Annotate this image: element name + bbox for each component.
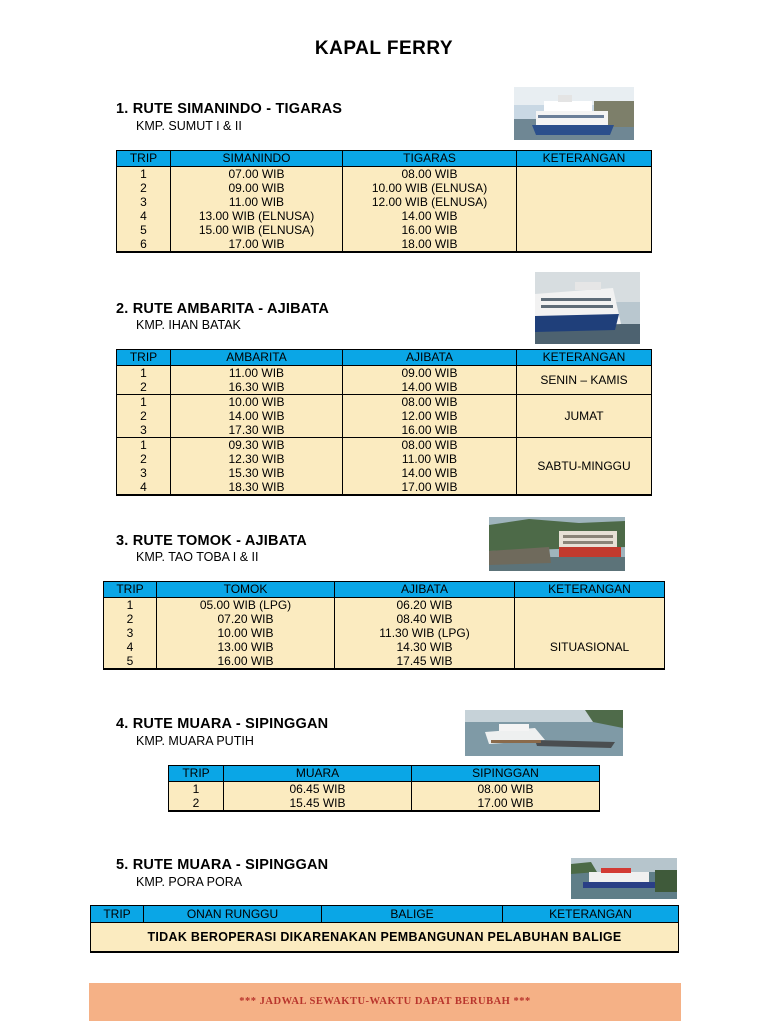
col-header-destination: AJIBATA — [343, 350, 517, 366]
route-2-heading: 2. RUTE AMBARITA - AJIBATA — [116, 301, 330, 317]
col-header-origin: SIMANINDO — [171, 151, 343, 167]
col-header-trip: TRIP — [91, 906, 144, 923]
return-cell: 11.00 WIB — [343, 452, 517, 466]
notes-cell: SABTU-MINGGU — [517, 438, 652, 496]
trip-cell: 1 — [117, 438, 171, 453]
departure-cell: 15.00 WIB (ELNUSA) — [171, 223, 343, 237]
service-suspended-message: TIDAK BEROPERASI DIKARENAKAN PEMBANGUNAN PELABUHAN BALIGE — [91, 923, 679, 953]
col-header-notes: KETERANGAN — [517, 350, 652, 366]
page-title: KAPAL FERRY — [314, 38, 454, 59]
trip-cell: 2 — [117, 380, 171, 395]
trip-cell: 1 — [117, 395, 171, 410]
route-1-heading: 1. RUTE SIMANINDO - TIGARAS — [116, 101, 343, 117]
table-row — [117, 209, 652, 223]
table-row — [117, 395, 652, 410]
return-cell: 06.20 WIB — [335, 598, 515, 613]
notes-cell — [517, 181, 652, 195]
trip-cell: 2 — [104, 612, 157, 626]
notes-cell — [515, 626, 665, 640]
col-header-notes: KETERANGAN — [503, 906, 679, 923]
table-row — [117, 237, 652, 252]
return-cell: 14.30 WIB — [335, 640, 515, 654]
col-header-notes: KETERANGAN — [515, 582, 665, 598]
departure-cell: 18.30 WIB — [171, 480, 343, 495]
departure-cell: 09.30 WIB — [171, 438, 343, 453]
ferry-photo-2 — [535, 272, 640, 344]
route-1-vessel: KMP. SUMUT I & II — [136, 119, 242, 133]
ferry-photo-4 — [465, 710, 623, 756]
table-row — [104, 612, 665, 626]
trip-cell: 2 — [117, 409, 171, 423]
notes-cell — [517, 237, 652, 252]
departure-cell: 16.30 WIB — [171, 380, 343, 395]
col-header-trip: TRIP — [169, 766, 224, 782]
route-2-vessel: KMP. IHAN BATAK — [136, 318, 241, 332]
notes-cell — [517, 195, 652, 209]
trip-cell: 4 — [117, 480, 171, 495]
route-3-vessel: KMP. TAO TOBA I & II — [136, 550, 259, 564]
table-row — [104, 654, 665, 669]
notes-cell — [515, 654, 665, 669]
trip-cell: 4 — [104, 640, 157, 654]
departure-cell: 05.00 WIB (LPG) — [157, 598, 335, 613]
departure-cell: 07.00 WIB — [171, 167, 343, 182]
return-cell: 12.00 WIB (ELNUSA) — [343, 195, 517, 209]
trip-cell: 3 — [117, 195, 171, 209]
departure-cell: 09.00 WIB — [171, 181, 343, 195]
table-row — [169, 782, 600, 797]
departure-cell: 13.00 WIB (ELNUSA) — [171, 209, 343, 223]
ferry-photo-5 — [571, 858, 677, 899]
col-header-destination: SIPINGGAN — [412, 766, 600, 782]
trip-cell: 5 — [104, 654, 157, 669]
departure-cell: 15.45 WIB — [224, 796, 412, 811]
departure-cell: 11.00 WIB — [171, 195, 343, 209]
table-row — [104, 640, 665, 654]
route-5-heading: 5. RUTE MUARA - SIPINGGAN — [116, 857, 329, 873]
notes-cell: JUMAT — [517, 395, 652, 438]
table-row — [117, 181, 652, 195]
departure-cell: 10.00 WIB — [171, 395, 343, 410]
notes-cell: SENIN – KAMIS — [517, 366, 652, 395]
route-5-vessel: KMP. PORA PORA — [136, 875, 243, 889]
return-cell: 08.00 WIB — [412, 782, 600, 797]
return-cell: 14.00 WIB — [343, 466, 517, 480]
col-header-origin: MUARA — [224, 766, 412, 782]
route-4-heading: 4. RUTE MUARA - SIPINGGAN — [116, 716, 329, 732]
departure-cell: 11.00 WIB — [171, 366, 343, 381]
trip-cell: 1 — [117, 167, 171, 182]
trip-cell: 3 — [117, 466, 171, 480]
departure-cell: 14.00 WIB — [171, 409, 343, 423]
return-cell: 16.00 WIB — [343, 223, 517, 237]
trip-cell: 1 — [117, 366, 171, 381]
trip-cell: 2 — [169, 796, 224, 811]
table-row — [169, 796, 600, 811]
departure-cell: 12.30 WIB — [171, 452, 343, 466]
table-row — [104, 626, 665, 640]
return-cell: 16.00 WIB — [343, 423, 517, 438]
trip-cell: 4 — [117, 209, 171, 223]
schedule-table-4 — [168, 765, 600, 812]
departure-cell: 10.00 WIB — [157, 626, 335, 640]
notes-cell — [515, 612, 665, 626]
ferry-photo-1 — [514, 87, 634, 140]
route-3-heading: 3. RUTE TOMOK - AJIBATA — [116, 533, 307, 549]
return-cell: 17.00 WIB — [412, 796, 600, 811]
departure-cell: 17.00 WIB — [171, 237, 343, 252]
schedule-table-3 — [103, 581, 665, 670]
departure-cell: 15.30 WIB — [171, 466, 343, 480]
notes-cell: SITUASIONAL — [515, 640, 665, 654]
trip-cell: 2 — [117, 181, 171, 195]
departure-cell: 16.00 WIB — [157, 654, 335, 669]
notes-cell — [517, 223, 652, 237]
col-header-destination: AJIBATA — [335, 582, 515, 598]
table-row — [104, 598, 665, 613]
table-row — [117, 223, 652, 237]
return-cell: 17.00 WIB — [343, 480, 517, 495]
trip-cell: 3 — [117, 423, 171, 438]
trip-cell: 1 — [104, 598, 157, 613]
notes-cell — [517, 167, 652, 182]
notes-cell — [515, 598, 665, 613]
schedule-table-1 — [116, 150, 652, 253]
table-row — [117, 195, 652, 209]
return-cell: 09.00 WIB — [343, 366, 517, 381]
col-header-trip: TRIP — [117, 151, 171, 167]
departure-cell: 06.45 WIB — [224, 782, 412, 797]
schedule-table-5 — [90, 905, 679, 953]
return-cell: 14.00 WIB — [343, 380, 517, 395]
return-cell: 08.00 WIB — [343, 167, 517, 182]
return-cell: 08.00 WIB — [343, 395, 517, 410]
col-header-notes: KETERANGAN — [517, 151, 652, 167]
table-row — [117, 366, 652, 381]
col-header-destination: TIGARAS — [343, 151, 517, 167]
return-cell: 08.00 WIB — [343, 438, 517, 453]
return-cell: 18.00 WIB — [343, 237, 517, 252]
departure-cell: 17.30 WIB — [171, 423, 343, 438]
route-4-vessel: KMP. MUARA PUTIH — [136, 734, 254, 748]
departure-cell: 13.00 WIB — [157, 640, 335, 654]
return-cell: 11.30 WIB (LPG) — [335, 626, 515, 640]
return-cell: 08.40 WIB — [335, 612, 515, 626]
col-header-destination: BALIGE — [322, 906, 503, 923]
ferry-photo-3 — [489, 517, 625, 571]
return-cell: 12.00 WIB — [343, 409, 517, 423]
return-cell: 17.45 WIB — [335, 654, 515, 669]
trip-cell: 2 — [117, 452, 171, 466]
col-header-trip: TRIP — [104, 582, 157, 598]
notes-cell — [517, 209, 652, 223]
table-row — [117, 438, 652, 453]
trip-cell: 1 — [169, 782, 224, 797]
schedule-table-2 — [116, 349, 652, 496]
return-cell: 14.00 WIB — [343, 209, 517, 223]
col-header-trip: TRIP — [117, 350, 171, 366]
trip-cell: 6 — [117, 237, 171, 252]
table-row — [117, 167, 652, 182]
schedule-change-notice: *** JADWAL SEWAKTU-WAKTU DAPAT BERUBAH *** — [89, 983, 681, 1021]
trip-cell: 3 — [104, 626, 157, 640]
return-cell: 10.00 WIB (ELNUSA) — [343, 181, 517, 195]
col-header-origin: ONAN RUNGGU — [144, 906, 322, 923]
col-header-origin: TOMOK — [157, 582, 335, 598]
trip-cell: 5 — [117, 223, 171, 237]
col-header-origin: AMBARITA — [171, 350, 343, 366]
departure-cell: 07.20 WIB — [157, 612, 335, 626]
